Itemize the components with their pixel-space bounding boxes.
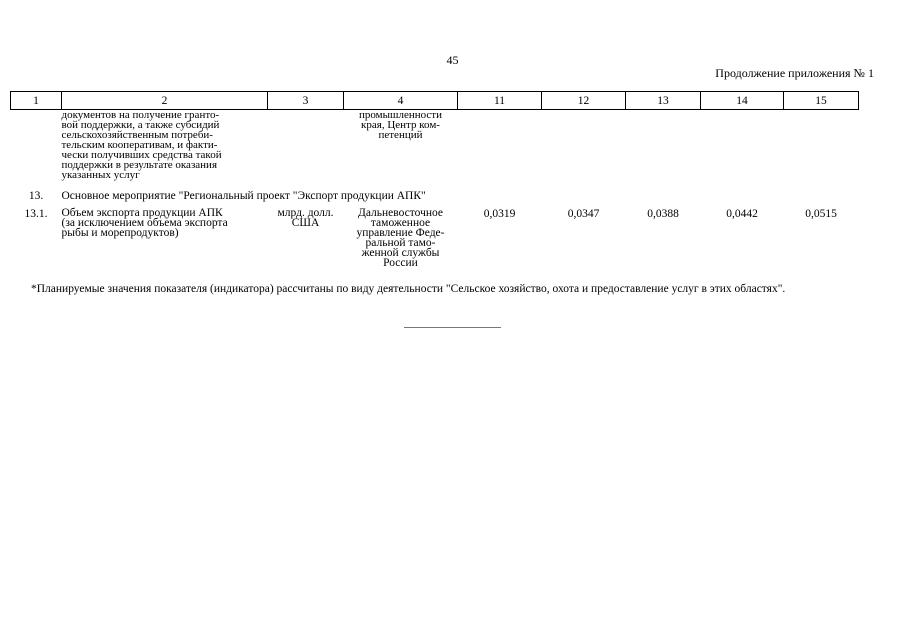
section-title: Основное мероприятие "Региональный проект "Экспорт продукции АПК" bbox=[61, 190, 426, 202]
footnote: *Планируемые значения показателя (индикатора) рассчитаны по виду деятельности "Сельское хозяйство, охота и предоставление услуг в этих областях". bbox=[31, 283, 786, 295]
unit-of-measure: млрд. долл. США bbox=[277, 207, 334, 229]
indicator-name: Объем экспорта продукции АПК (за исключением объема экспорта рыбы и морепродуктов) bbox=[61, 207, 228, 239]
header-row bbox=[11, 92, 859, 110]
value-col-15: 0,0515 bbox=[805, 208, 837, 220]
value-col-11: 0,0319 bbox=[483, 208, 516, 220]
page-number: 45 bbox=[446, 53, 459, 67]
column-header: 14 bbox=[701, 92, 784, 110]
continued-row bbox=[11, 110, 859, 181]
value-col-13: 0,0388 bbox=[647, 208, 679, 220]
value-col-12: 0,0347 bbox=[567, 208, 600, 220]
column-header: 15 bbox=[784, 92, 859, 110]
continued-indicator-name: документов на получение гранто- вой поддержки, а также субсидий сельскохозяйственным потреби- тельским кооперативам, и факти- чески получивших средства такой поддержки в результате оказания указанных услуг bbox=[61, 109, 222, 181]
column-header: 11 bbox=[458, 92, 542, 110]
section-number: 13. bbox=[28, 190, 44, 202]
executor: Дальневосточное таможенное управление Феде- ральной тамо- женной службы России bbox=[356, 207, 445, 269]
continued-executor: промышленности края, Центр ком- петенций bbox=[359, 109, 442, 141]
column-header: 4 bbox=[344, 92, 458, 110]
item-number: 13.1. bbox=[24, 208, 48, 220]
column-header: 13 bbox=[626, 92, 701, 110]
column-header: 12 bbox=[542, 92, 626, 110]
table-row bbox=[11, 208, 859, 268]
section-row bbox=[11, 180, 859, 208]
indicators-table bbox=[10, 91, 859, 268]
continuation-label: Продолжение приложения № 1 bbox=[715, 66, 874, 80]
column-header: 2 bbox=[62, 92, 268, 110]
column-header: 3 bbox=[268, 92, 344, 110]
end-divider bbox=[404, 327, 501, 328]
value-col-14: 0,0442 bbox=[726, 208, 758, 220]
column-header: 1 bbox=[11, 92, 62, 110]
